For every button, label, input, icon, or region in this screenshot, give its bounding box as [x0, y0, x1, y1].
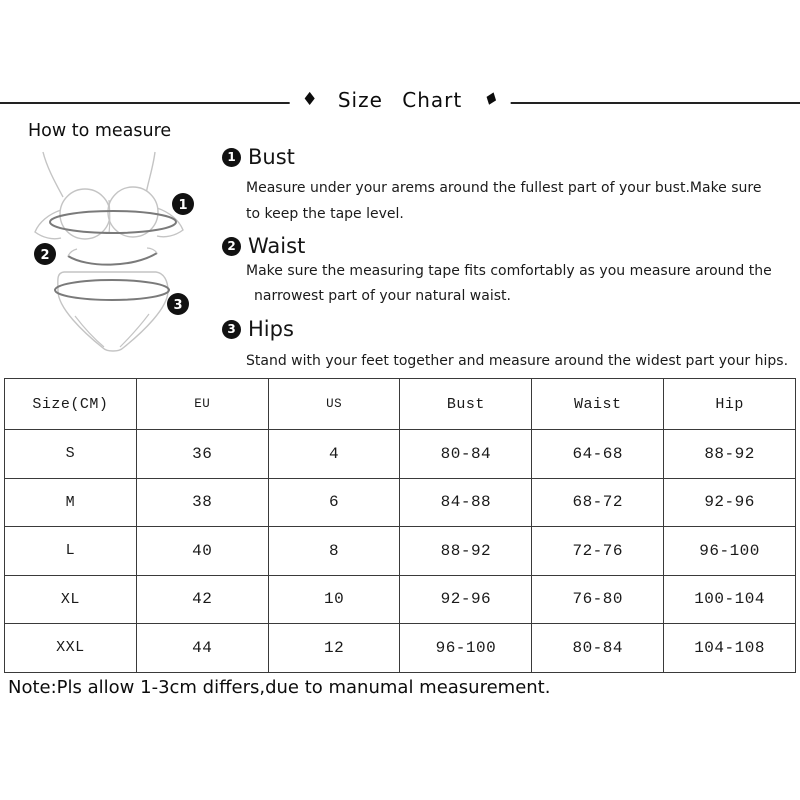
table-cell: 88-92 [664, 430, 796, 479]
table-cell: 84-88 [400, 478, 532, 527]
table-cell: 68-72 [532, 478, 664, 527]
column-header-waist: Waist [532, 379, 664, 430]
diamond-icon: ♦ [301, 89, 318, 110]
table-cell: 72-76 [532, 527, 664, 576]
table-cell: 88-92 [400, 527, 532, 576]
table-cell: XL [5, 575, 137, 624]
diagram-badge-hips [167, 293, 189, 315]
svg-text:3: 3 [173, 298, 183, 313]
instruction-bust-heading: Bust [248, 145, 295, 169]
table-cell: 96-100 [664, 527, 796, 576]
table-cell: XXL [5, 624, 137, 673]
table-cell: L [5, 527, 137, 576]
bikini-top-left-wing [35, 210, 61, 239]
instruction-waist-body [246, 259, 800, 309]
table-cell: 4 [268, 430, 400, 479]
instruction-waist-heading-row [222, 234, 800, 258]
table-cell: 100-104 [664, 575, 796, 624]
column-header-eu: EU [136, 379, 268, 430]
size-row-m [5, 478, 796, 527]
table-cell: 36 [136, 430, 268, 479]
instruction-waist [222, 234, 800, 309]
measurement-diagram [15, 150, 215, 365]
instruction-hips-body [246, 348, 800, 374]
table-cell: 80-84 [532, 624, 664, 673]
page-title-text: Size Chart [337, 88, 463, 112]
table-cell: M [5, 478, 137, 527]
instruction-bust [222, 145, 800, 227]
instruction-hips-heading: Hips [248, 317, 294, 341]
column-header-size: Size(CM) [5, 379, 137, 430]
size-row-xl [5, 575, 796, 624]
table-cell: 8 [268, 527, 400, 576]
table-cell: 76-80 [532, 575, 664, 624]
table-cell: 92-96 [400, 575, 532, 624]
table-cell: 42 [136, 575, 268, 624]
size-row-xxl [5, 624, 796, 673]
waist-tape-edge-right [147, 248, 157, 253]
right-strap-line [146, 152, 155, 194]
waist-tape-arc [68, 253, 157, 265]
diagram-badge-bust [172, 193, 194, 215]
size-row-l [5, 527, 796, 576]
instruction-text: Make sure the measuring tape fits comfortably as you measure around the [246, 263, 772, 279]
table-cell: 10 [268, 575, 400, 624]
table-cell: 104-108 [664, 624, 796, 673]
instruction-text: Measure under your arems around the fullest part of your bust.Make sure [246, 180, 762, 196]
svg-text:1: 1 [178, 198, 188, 213]
instruction-text: Stand with your feet together and measure around the widest part your hips. [246, 353, 789, 369]
table-cell: 64-68 [532, 430, 664, 479]
how-to-measure-label: How to measure [28, 121, 172, 141]
table-cell: 40 [136, 527, 268, 576]
step-1-badge: 1 [222, 148, 241, 167]
note-text: Note:Pls allow 1-3cm differs,due to manumal measurement. [8, 677, 551, 698]
instruction-waist-heading: Waist [248, 234, 306, 258]
size-table [4, 378, 796, 673]
instruction-bust-heading-row [222, 145, 800, 169]
table-cell: 38 [136, 478, 268, 527]
instruction-text: to keep the tape level. [246, 206, 404, 222]
page-title [290, 88, 511, 112]
table-cell: 6 [268, 478, 400, 527]
table-cell: 96-100 [400, 624, 532, 673]
diagram-badge-waist [34, 243, 56, 265]
svg-text:2: 2 [40, 248, 50, 263]
column-header-bust: Bust [400, 379, 532, 430]
table-cell: 92-96 [664, 478, 796, 527]
table-cell: 80-84 [400, 430, 532, 479]
column-header-hip: Hip [664, 379, 796, 430]
column-header-us: US [268, 379, 400, 430]
instruction-text: narrowest part of your natural waist. [254, 288, 511, 304]
table-cell: 12 [268, 624, 400, 673]
bikini-bottom-outline [58, 272, 168, 351]
size-row-s [5, 430, 796, 479]
waist-tape-edge-left [68, 249, 77, 256]
table-cell: S [5, 430, 137, 479]
step-3-badge: 3 [222, 320, 241, 339]
instruction-bust-body [246, 175, 800, 227]
step-2-badge: 2 [222, 237, 241, 256]
table-cell: 44 [136, 624, 268, 673]
table-header-row [5, 379, 796, 430]
instruction-hips [222, 317, 800, 374]
diamond-icon: ♦ [479, 86, 502, 113]
instruction-hips-heading-row [222, 317, 800, 341]
left-strap-line [43, 152, 63, 197]
